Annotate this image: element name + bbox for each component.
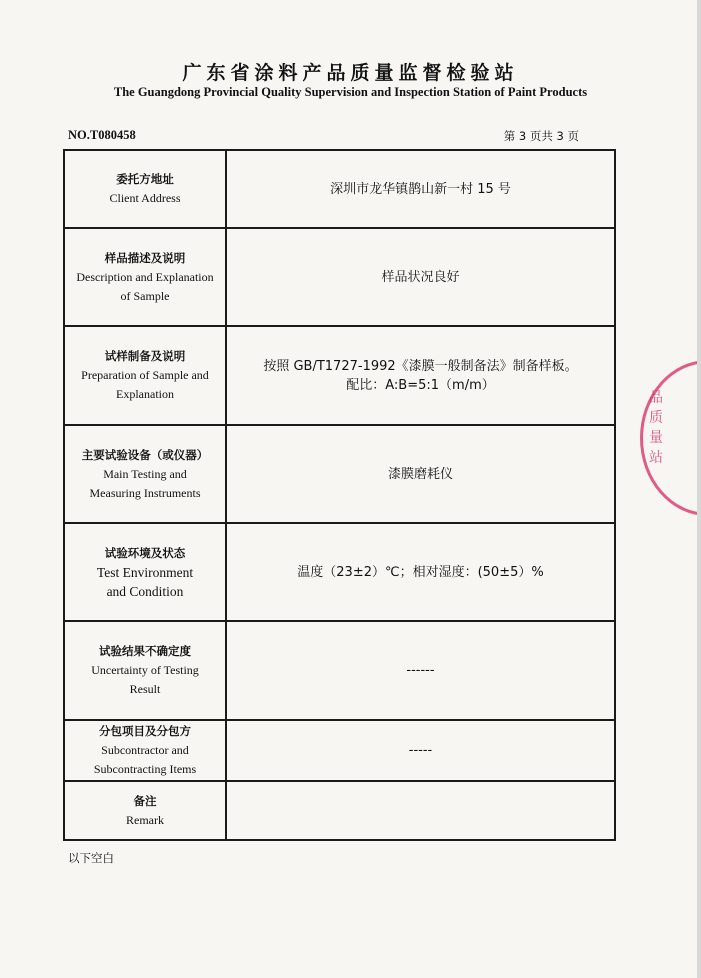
label-en: Client Address [109,191,181,205]
row-label [64,150,226,228]
label-en: Subcontractor and Subcontracting Items [93,743,197,776]
label-cn: 分包项目及分包方 [99,724,191,738]
blank-below-note: 以下空白 [68,851,114,865]
row-value [226,326,615,425]
table-row [64,781,615,840]
row-label [64,781,226,840]
page-edge [697,0,701,978]
label-cn: 试样制备及说明 [104,349,186,363]
table-row [64,326,615,425]
row-label [64,523,226,621]
label-en: Description and Explanation of Sample [76,269,214,303]
row-value: 漆膜磨耗仪 [226,425,615,523]
row-value: ----- [226,720,615,781]
row-value: 深圳市龙华镇鹊山新一村 15 号 [226,150,615,228]
value-line: 配比：A:B=5:1（m/m） [346,377,495,393]
page-info: 第 3 页共 3 页 [503,129,579,143]
label-en: Preparation of Sample and Explanation [81,368,209,401]
label-en: Remark [126,812,164,827]
label-cn: 样品描述及说明 [104,250,186,265]
label-cn: 委托方地址 [116,172,174,186]
row-value: 样品状况良好 [226,228,615,326]
table-row [64,150,615,228]
row-label [64,621,226,720]
row-value [226,781,615,840]
row-label [64,326,226,425]
row-value: ------ [226,621,615,720]
report-table [63,149,616,841]
seal-stamp-text: 品质量站 [649,390,663,466]
station-title-cn: 广东省涂料产品质量监督检验站 [182,62,519,84]
label-en: Test Environment and Condition [96,564,194,599]
row-value: 温度（23±2）℃；相对湿度：(50±5）% [226,523,615,621]
table-row [64,621,615,720]
table-row [64,425,615,523]
table-row [64,720,615,781]
label-cn: 备注 [133,793,157,808]
label-cn: 主要试验设备（或仪器） [81,447,209,462]
row-label [64,425,226,523]
table-row [64,228,615,326]
label-en: Main Testing and Measuring Instruments [89,466,201,500]
label-cn: 试验环境及状态 [104,545,186,560]
value-line: 按照 GB/T1727-1992《漆膜一般制备法》制备样板。 [263,358,578,374]
label-en: Uncertainty of Testing Result [91,663,199,696]
report-number: NO.T080458 [68,128,136,142]
station-title-en: The Guangdong Provincial Quality Supervision and Inspection Station of Paint Products [113,85,588,99]
row-label [64,228,226,326]
table-row [64,523,615,621]
row-label [64,720,226,781]
label-cn: 试验结果不确定度 [99,644,191,658]
